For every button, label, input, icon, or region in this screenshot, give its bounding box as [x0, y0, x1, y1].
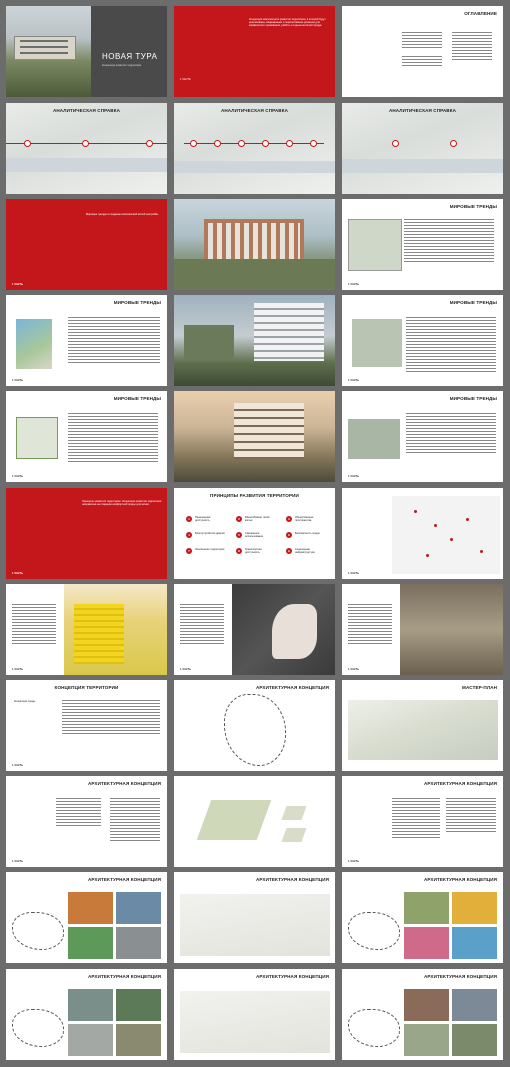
plan-image: [348, 219, 402, 271]
slide-part: 1 ЧАСТЬ: [12, 668, 24, 671]
trends-header: МИРОВЫЕ ТРЕНДЫ: [449, 300, 497, 305]
arch-header: АРХИТЕКТУРНАЯ КОНЦЕПЦИЯ: [424, 974, 497, 979]
interior-photo: [400, 584, 503, 675]
slide-arch-1[interactable]: [174, 680, 335, 771]
slide-photo-3[interactable]: [174, 391, 335, 482]
slide-trends-3[interactable]: [342, 295, 503, 386]
slide-section-trends[interactable]: [6, 199, 167, 290]
trends-header: МИРОВЫЕ ТРЕНДЫ: [113, 300, 161, 305]
analytic-header: АНАЛИТИЧЕСКАЯ СПРАВКА: [220, 108, 289, 113]
arch-header: АРХИТЕКТУРНАЯ КОНЦЕПЦИЯ: [88, 781, 161, 786]
intro-text: Концепция комплексного развития территории, в которой будут реализованы современные и перспективные решения для комфортного проживания, работы и отдыха жителей города.: [249, 18, 326, 28]
slide-case-2[interactable]: [174, 584, 335, 675]
trends-header: МИРОВЫЕ ТРЕНДЫ: [449, 204, 497, 209]
concept-header: КОНЦЕПЦИЯ ТЕРРИТОРИИ: [54, 685, 119, 690]
slide-arch-6[interactable]: [174, 872, 335, 963]
masterplan-image: [348, 700, 498, 760]
slide-part: 1 ЧАСТЬ: [180, 668, 192, 671]
plan-image: [16, 417, 58, 459]
slide-part: 1 ЧАСТЬ: [12, 475, 24, 478]
axon-image: [180, 991, 330, 1053]
slide-trends-5[interactable]: [342, 391, 503, 482]
slide-photo-2[interactable]: [174, 295, 335, 386]
intro-part: 1 ЧАСТЬ: [180, 78, 191, 81]
analytic-header: АНАЛИТИЧЕСКАЯ СПРАВКА: [52, 108, 121, 113]
slide-part: 1 ЧАСТЬ: [348, 860, 360, 863]
arch-header: АРХИТЕКТУРНАЯ КОНЦЕПЦИЯ: [88, 974, 161, 979]
slide-arch-3[interactable]: [174, 776, 335, 867]
slide-section-principles[interactable]: [6, 488, 167, 579]
slide-arch-5[interactable]: [6, 872, 167, 963]
slide-arch-9[interactable]: [174, 969, 335, 1060]
block-model: [197, 800, 272, 840]
slide-intro[interactable]: [174, 6, 335, 97]
slide-case-1[interactable]: [6, 584, 167, 675]
master-header: МАСТЕР-ПЛАН: [462, 685, 497, 690]
slide-master[interactable]: [342, 680, 503, 771]
slide-photo-1[interactable]: [174, 199, 335, 290]
slide-analytic-3[interactable]: [342, 103, 503, 194]
slide-cover[interactable]: [6, 6, 167, 97]
slide-part: 1 ЧАСТЬ: [12, 860, 24, 863]
arch-header: АРХИТЕКТУРНАЯ КОНЦЕПЦИЯ: [256, 685, 329, 690]
map-image: [392, 496, 500, 574]
slide-arch-7[interactable]: [342, 872, 503, 963]
principles-header: ПРИНЦИПЫ РАЗВИТИЯ ТЕРРИТОРИИ: [210, 493, 299, 498]
slide-trends-4[interactable]: [6, 391, 167, 482]
cover-title: НОВАЯ ТУРА: [102, 52, 158, 61]
slide-part: 1 ЧАСТЬ: [348, 379, 360, 382]
trends-header: МИРОВЫЕ ТРЕНДЫ: [113, 396, 161, 401]
section-trends-text: Мировые тренды в создании комплексной жилой застройки.: [86, 213, 159, 216]
slide-part: 1 ЧАСТЬ: [348, 572, 360, 575]
arch-header: АРХИТЕКТУРНАЯ КОНЦЕПЦИЯ: [88, 877, 161, 882]
slide-trends-1[interactable]: [342, 199, 503, 290]
slide-trends-2[interactable]: [6, 295, 167, 386]
aerial-image: [352, 319, 402, 367]
section-part: 1 ЧАСТЬ: [12, 283, 24, 286]
slide-arch-4[interactable]: [342, 776, 503, 867]
wall-photo: [232, 584, 335, 675]
slide-principles[interactable]: ПРИНЦИПЫ РАЗВИТИЯ ТЕРРИТОРИИ 1 Пешеходная доступность 2 Разнообразие типов жилья 3 Общественные пространства 4 Благоустройство дворов 5 Смешанное использование 6 Безопасность среды 7 Озеленение территории 8 Транспортная доступность 9 Социальная инфраструктура: [174, 488, 335, 579]
city-map: [16, 319, 52, 369]
slide-part: 1 ЧАСТЬ: [12, 764, 24, 767]
trends-header: МИРОВЫЕ ТРЕНДЫ: [449, 396, 497, 401]
concept-label: Концепция среды: [14, 700, 36, 703]
arch-header: АРХИТЕКТУРНАЯ КОНЦЕПЦИЯ: [424, 781, 497, 786]
slide-arch-2[interactable]: [6, 776, 167, 867]
slide-case-3[interactable]: [342, 584, 503, 675]
slide-contents[interactable]: [342, 6, 503, 97]
contents-header: ОГЛАВЛЕНИЕ: [464, 11, 497, 16]
slide-concept[interactable]: [6, 680, 167, 771]
cover-subtitle: Концепция развития территории: [102, 64, 142, 67]
section-principles-text: Принципы развития территории. Концепция развития территории направлена на создание комфортной среды для жизни.: [82, 500, 162, 507]
section-part: 1 ЧАСТЬ: [12, 572, 24, 575]
stairs-photo: [64, 584, 167, 675]
slide-part: 1 ЧАСТЬ: [348, 668, 360, 671]
arch-header: АРХИТЕКТУРНАЯ КОНЦЕПЦИЯ: [256, 974, 329, 979]
slide-analytic-2[interactable]: [174, 103, 335, 194]
cover-photo: [6, 6, 91, 97]
arch-header: АРХИТЕКТУРНАЯ КОНЦЕПЦИЯ: [256, 877, 329, 882]
slide-part: 1 ЧАСТЬ: [348, 475, 360, 478]
slide-part: 1 ЧАСТЬ: [12, 379, 24, 382]
aerial-image: [348, 419, 400, 459]
slide-part: 1 ЧАСТЬ: [348, 283, 360, 286]
slide-principles-map[interactable]: [342, 488, 503, 579]
slide-analytic-1[interactable]: [6, 103, 167, 194]
slide-arch-8[interactable]: [6, 969, 167, 1060]
analytic-header: АНАЛИТИЧЕСКАЯ СПРАВКА: [388, 108, 457, 113]
slide-arch-10[interactable]: [342, 969, 503, 1060]
arch-header: АРХИТЕКТУРНАЯ КОНЦЕПЦИЯ: [424, 877, 497, 882]
axon-image: [180, 894, 330, 956]
